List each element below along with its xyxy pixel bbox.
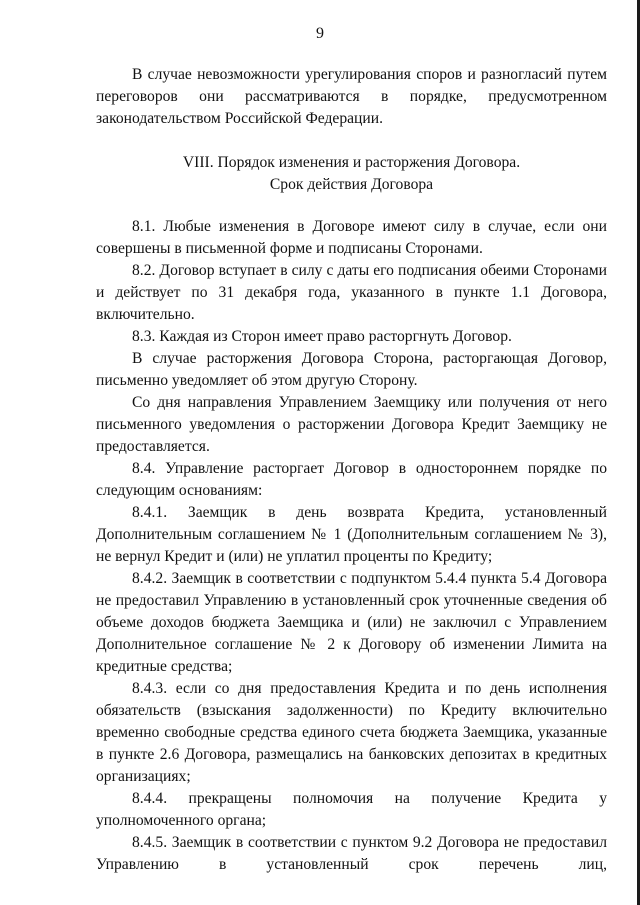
paragraph-8-4-1: 8.4.1. Заемщик в день возврата Кредита, установленный Дополнительным соглашением № 1 (Дополнительным соглашением № 3), не вернул Кредит и (или) не уплатил проценты по Кредиту; <box>96 504 607 565</box>
intro-paragraph: В случае невозможности урегулирования споров и разногласий путем переговоров они рассматриваются в порядке, предусмотренном законодательством Российской Федерации. <box>96 66 607 127</box>
paragraph-8-4-2: 8.4.2. Заемщик в соответствии с подпунктом 5.4.4 пункта 5.4 Договора не предоставил Управлению в установленный срок уточненные сведения об объеме доходов бюджета Заемщика и (или) не заключил с Управлением Дополнительное соглашение № 2 к Договору об изменении Лимита на кредитные средства; <box>96 570 607 675</box>
page-number: 9 <box>316 25 324 42</box>
section-heading <box>96 152 607 196</box>
section-title-line1: VIII. Порядок изменения и расторжения Договора. <box>182 154 521 171</box>
paragraph-8-3: 8.3. Каждая из Сторон имеет право расторгнуть Договор. <box>132 328 512 345</box>
section-title-line2: Срок действия Договора <box>269 176 434 193</box>
paragraph-credit-not-provided: Со дня направления Управлением Заемщику или получения от него письменного уведомления о расторжении Договора Кредит Заемщику не предоставляется. <box>96 394 607 455</box>
paragraph-8-4: 8.4. Управление расторгает Договор в одностороннем порядке по следующим основаниям: <box>96 460 607 499</box>
paragraph-termination-notice: В случае расторжения Договора Сторона, расторгающая Договор, письменно уведомляет об этом другую Сторону. <box>96 350 607 389</box>
paragraph-8-4-3: 8.4.3. если со дня предоставления Кредита и по день исполнения обязательств (взыскания задолженности) по Кредиту включительно временно свободные средства единого счета бюджета Заемщика, указанные в пункте 2.6 Договора, размещались на банковских депозитах в кредитных организациях; <box>96 680 607 785</box>
document-body <box>96 64 607 876</box>
paragraph-8-2: 8.2. Договор вступает в силу с даты его подписания обеими Сторонами и действует по 31 декабря года, указанного в пункте 1.1 Договора, включительно. <box>96 262 607 323</box>
paragraph-8-1: 8.1. Любые изменения в Договоре имеют силу в случае, если они совершены в письменной форме и подписаны Сторонами. <box>96 218 607 257</box>
paragraph-8-4-4: 8.4.4. прекращены полномочия на получение Кредита у уполномоченного органа; <box>96 790 607 829</box>
paragraph-8-4-5: 8.4.5. Заемщик в соответствии с пунктом 9.2 Договора не предоставил Управлению в установленный срок перечень лиц, <box>96 834 607 873</box>
